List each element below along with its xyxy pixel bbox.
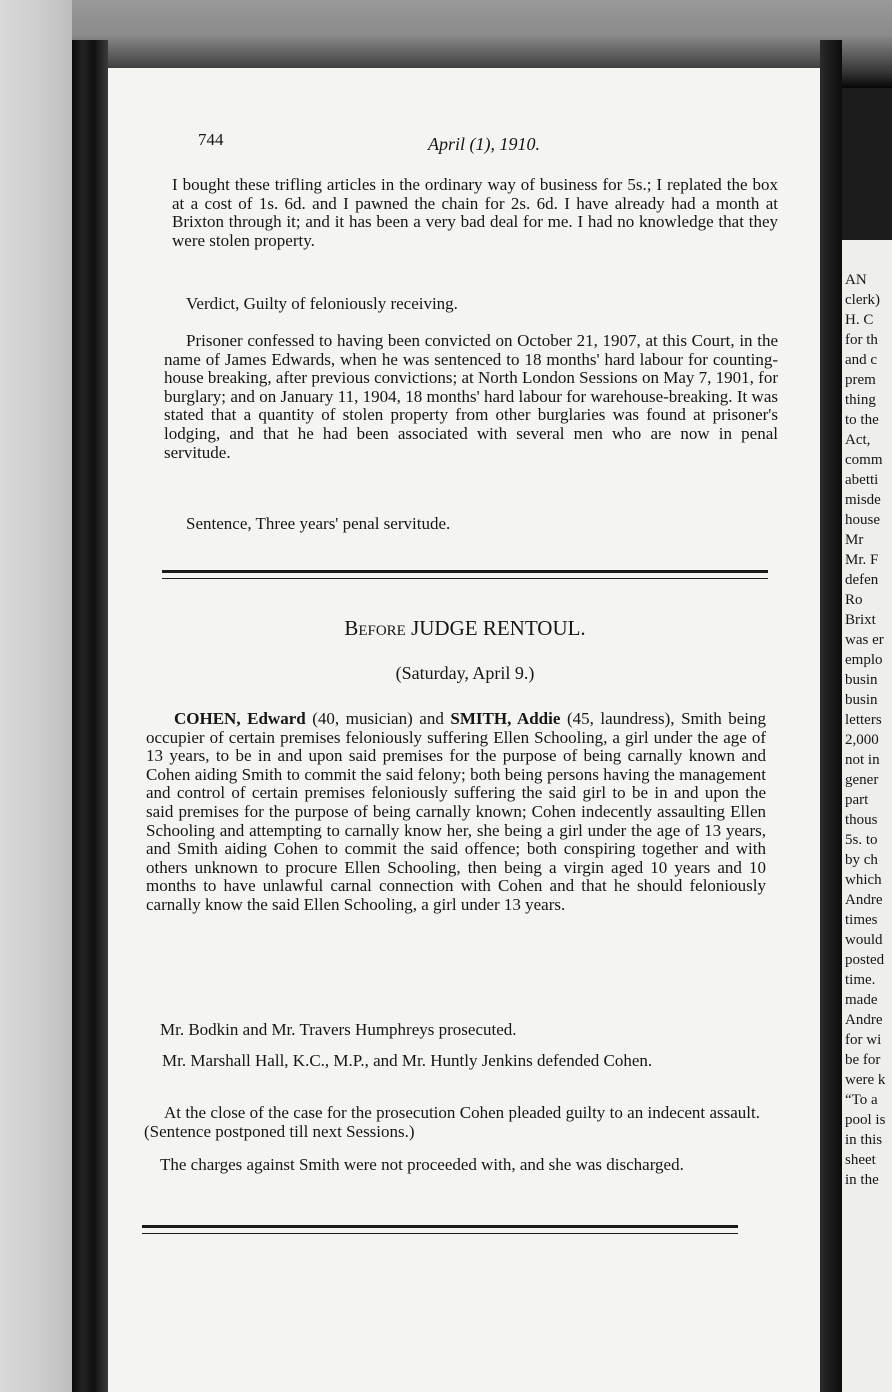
facing-page-fragment: for th bbox=[845, 332, 878, 348]
verdict-line: Verdict, Guilty of feloniously receiving. bbox=[186, 294, 458, 313]
facing-page-fragment: by ch bbox=[845, 852, 878, 868]
facing-page-fragment: Andre bbox=[845, 892, 883, 908]
facing-page-fragment: be for bbox=[845, 1052, 881, 1068]
hearing-date: (Saturday, April 9.) bbox=[395, 663, 535, 683]
facing-page-fragment: busin bbox=[845, 692, 878, 708]
facing-page-fragment: clerk) bbox=[845, 292, 880, 308]
facing-page-fragment: in this bbox=[845, 1132, 883, 1148]
facing-page-fragment: Andre bbox=[845, 1012, 883, 1028]
defendant-1-name: COHEN, Edward bbox=[174, 709, 306, 728]
facing-page-fragment: prem bbox=[845, 372, 876, 388]
heading-prefix: Before bbox=[344, 616, 406, 640]
previous-convictions-paragraph: Prisoner confessed to having been convicted on October 21, 1907, at this Court, in the name of James Edwards, when he was sentenced to 18 months' hard labour for counting-house breaking, after previous convictions; at North London Sessions on May 7, 1901, for burglary; and on January 11, 1904, 18 months' hard labour for warehouse-breaking. It was stated that a quantity of stolen property from other burglaries was found at prisoner's lodging, and that he had been associated with several men who are now in penal servitude. bbox=[164, 331, 778, 462]
defence-counsel: Mr. Marshall Hall, K.C., M.P., and Mr. Huntly Jenkins defended Cohen. bbox=[162, 1051, 653, 1070]
indictment-paragraph bbox=[146, 710, 766, 915]
section-rule-top-thin bbox=[162, 578, 768, 579]
facing-page-fragment: defen bbox=[845, 572, 879, 588]
defendant-2-name: SMITH, Addie bbox=[450, 709, 561, 728]
sentence-line: Sentence, Three years' penal servitude. bbox=[186, 514, 451, 533]
page-header-title: April (1), 1910. bbox=[428, 134, 540, 154]
section-rule-bottom-thick bbox=[142, 1225, 738, 1228]
facing-page-fragment: busin bbox=[845, 672, 878, 688]
facing-page-fragment: pool is bbox=[845, 1112, 886, 1128]
facing-page-fragment: abetti bbox=[845, 472, 879, 488]
facing-page-fragment: house bbox=[845, 512, 880, 528]
facing-page-fragment: part bbox=[845, 792, 869, 808]
facing-page-fragment: was er bbox=[845, 632, 884, 648]
facing-page-fragment: not in bbox=[845, 752, 880, 768]
facing-page-fragment: thing bbox=[845, 392, 876, 408]
facing-page-fragment: which bbox=[845, 872, 882, 888]
judge-name: JUDGE RENTOUL. bbox=[411, 616, 586, 640]
charge-text: (45, laundress), Smith being occupier of certain premises feloniously suffering Ellen Schooling, a girl under the age of 13 years, to be in and upon said premises for the purpose of being carnally known and Cohen aiding Smith to commit the said felony; both being persons having the management and control of certain premises feloniously suffering the said girl to be in and upon the said premises for the purpose of being carnally known; Cohen indecently assaulting Ellen Schooling and attempting to carnally know her, she being a girl under the age of 13 years, and Smith aiding Cohen to commit the said offence; both conspiring together and with others unknown to procure Ellen Schooling, then being a virgin aged 10 years and 10 months to have unlawful carnal connection with Cohen and that he should feloniously carnally know the said Ellen Schooling, a girl under 13 years. bbox=[146, 709, 767, 914]
facing-page-fragment: comm bbox=[845, 452, 883, 468]
plea-paragraph: At the close of the case for the prosecution Cohen pleaded guilty to an indecent assault. (Sentence postponed till next Sessions.) bbox=[144, 1103, 760, 1141]
facing-page-fragment: and c bbox=[845, 352, 878, 368]
facing-page-fragment: times bbox=[845, 912, 878, 928]
facing-page-fragment: for wi bbox=[845, 1032, 882, 1048]
facing-page-fragment: Brixt bbox=[845, 612, 876, 628]
defendant-1-desc: (40, musician) and bbox=[305, 709, 451, 728]
facing-page-fragment: posted bbox=[845, 952, 885, 968]
facing-page-fragment: 5s. to bbox=[845, 832, 878, 848]
testimony-paragraph: I bought these trifling articles in the ordinary way of business for 5s.; I replated the box at a cost of 1s. 6d. and I pawned the chain for 2s. 6d. I have already had a month at Brixton through it; and it has been a very bad deal for me. I had no knowledge that they were stolen property. bbox=[172, 175, 778, 250]
facing-page-fragment: “To a bbox=[845, 1092, 878, 1108]
judge-heading bbox=[162, 616, 768, 641]
discharge-paragraph: The charges against Smith were not proceeded with, and she was discharged. bbox=[160, 1155, 684, 1174]
section-rule-bottom-thin bbox=[142, 1233, 738, 1234]
facing-page-fragment: Mr bbox=[845, 532, 864, 548]
facing-page-fragment: in the bbox=[845, 1172, 879, 1188]
facing-page-fragment: sheet bbox=[845, 1152, 876, 1168]
facing-page-fragment: misde bbox=[845, 492, 881, 508]
facing-page-fragment: would bbox=[845, 932, 883, 948]
facing-page-fragment: Act, bbox=[845, 432, 871, 448]
facing-page-fragment: time. bbox=[845, 972, 876, 988]
prosecution-counsel: Mr. Bodkin and Mr. Travers Humphreys prosecuted. bbox=[160, 1020, 517, 1039]
facing-page-fragment: AN bbox=[845, 272, 867, 288]
facing-page bbox=[842, 240, 892, 1392]
page-number: 744 bbox=[198, 130, 224, 149]
facing-page-fragment: 2,000 bbox=[845, 732, 879, 748]
facing-page-fragment: Ro bbox=[845, 592, 863, 608]
facing-page-fragment: were k bbox=[845, 1072, 886, 1088]
facing-page-fragment: H. C bbox=[845, 312, 874, 328]
book-spine bbox=[72, 40, 108, 1392]
facing-page-fragment: to the bbox=[845, 412, 879, 428]
section-rule-top-thick bbox=[162, 570, 768, 573]
facing-page-fragment: emplo bbox=[845, 652, 883, 668]
page-gutter bbox=[820, 40, 842, 1392]
facing-page-fragment: made bbox=[845, 992, 878, 1008]
facing-page-fragment: letters bbox=[845, 712, 882, 728]
facing-page-fragment: thous bbox=[845, 812, 878, 828]
facing-page-fragment: gener bbox=[845, 772, 879, 788]
scan-left-margin bbox=[0, 0, 72, 1392]
facing-page-fragment: Mr. F bbox=[845, 552, 879, 568]
